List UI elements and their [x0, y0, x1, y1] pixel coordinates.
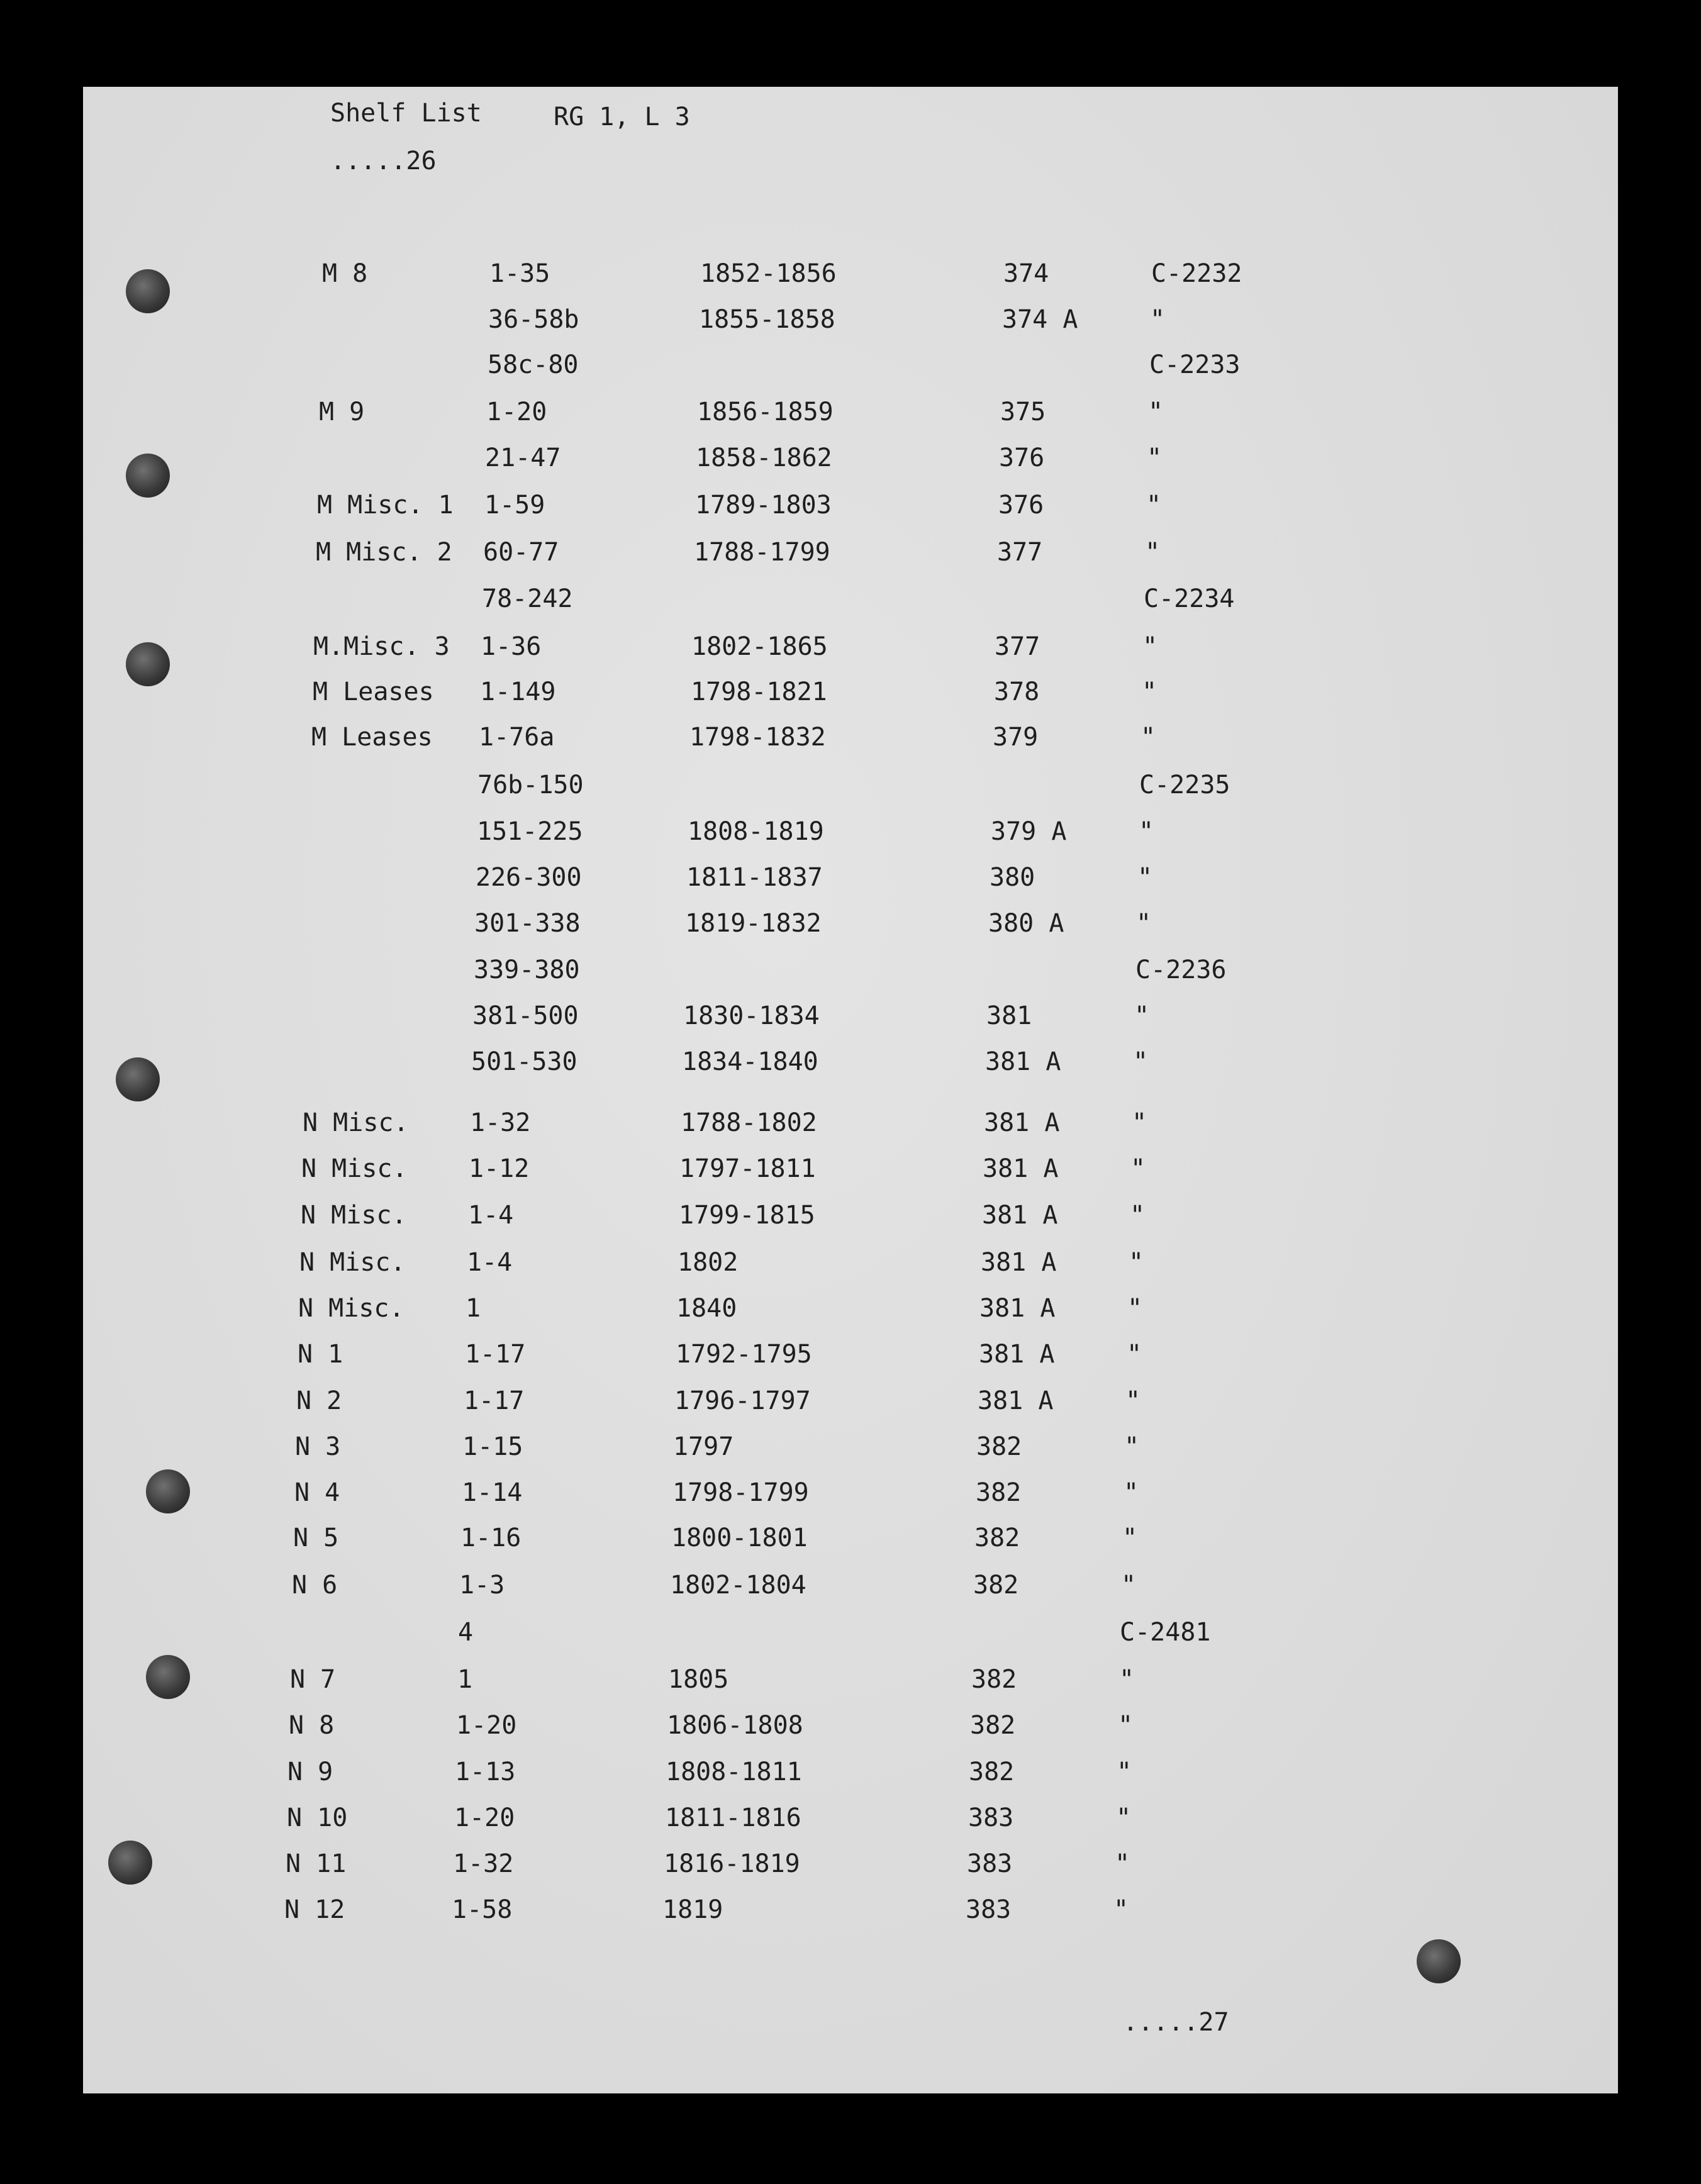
- reel-cell: C-2236: [1135, 956, 1227, 984]
- volume-cell: 379: [993, 723, 1039, 752]
- reel-cell: ": [1145, 538, 1161, 567]
- table-row: [0, 1525, 1701, 1563]
- series-cell: M Leases: [311, 723, 433, 752]
- table-row: [0, 261, 1701, 299]
- table-row: [0, 1296, 1701, 1334]
- reel-cell: ": [1137, 863, 1153, 892]
- volume-cell: 383: [967, 1849, 1013, 1878]
- record-group-reference: RG 1, L 3: [554, 103, 690, 131]
- dates-cell: 1811-1837: [686, 863, 823, 892]
- table-row: [0, 1156, 1701, 1194]
- dates-cell: 1811-1816: [665, 1803, 801, 1832]
- items-cell: 1-32: [453, 1849, 514, 1878]
- dates-cell: 1792-1795: [676, 1340, 812, 1369]
- series-cell: N 12: [284, 1895, 345, 1924]
- dates-cell: 1802-1865: [691, 632, 828, 661]
- table-row: [0, 634, 1701, 672]
- table-row: [0, 772, 1701, 810]
- table-row: [0, 1713, 1701, 1751]
- items-cell: 1-15: [462, 1432, 523, 1461]
- series-cell: N 3: [295, 1432, 341, 1461]
- table-row: [0, 1388, 1701, 1426]
- volume-cell: 381 A: [983, 1154, 1059, 1183]
- dates-cell: 1788-1802: [681, 1108, 817, 1137]
- items-cell: 58c-80: [488, 350, 579, 379]
- items-cell: 1-16: [460, 1524, 521, 1552]
- reel-cell: ": [1116, 1803, 1132, 1832]
- volume-cell: 382: [974, 1524, 1020, 1552]
- table-row: [0, 679, 1701, 717]
- dates-cell: 1806-1808: [667, 1711, 803, 1740]
- table-row: [0, 1434, 1701, 1472]
- items-cell: 1-17: [464, 1386, 525, 1415]
- items-cell: 301-338: [474, 909, 581, 938]
- series-cell: N Misc.: [303, 1108, 409, 1137]
- reel-cell: ": [1134, 1001, 1150, 1030]
- dates-cell: 1816-1819: [664, 1849, 800, 1878]
- items-cell: 226-300: [476, 863, 582, 892]
- items-cell: 1-4: [467, 1248, 513, 1277]
- reel-cell: ": [1129, 1248, 1144, 1277]
- volume-cell: 376: [999, 443, 1045, 472]
- dates-cell: 1800-1801: [671, 1524, 808, 1552]
- volume-cell: 381 A: [981, 1248, 1057, 1277]
- series-cell: N 4: [294, 1478, 340, 1507]
- dates-cell: 1805: [668, 1665, 729, 1694]
- reel-cell: ": [1142, 677, 1157, 706]
- reel-cell: ": [1150, 305, 1166, 334]
- items-cell: 1-4: [468, 1201, 514, 1230]
- series-cell: N 6: [292, 1571, 338, 1600]
- reel-cell: ": [1139, 817, 1154, 846]
- reel-cell: ": [1121, 1571, 1137, 1600]
- items-cell: 21-47: [485, 443, 561, 472]
- volume-cell: 378: [994, 677, 1040, 706]
- volume-cell: 381 A: [979, 1340, 1055, 1369]
- reel-cell: C-2235: [1139, 771, 1230, 800]
- series-cell: N 9: [287, 1758, 333, 1786]
- reel-cell: C-2233: [1149, 350, 1241, 379]
- table-row: [0, 1759, 1701, 1797]
- reel-cell: ": [1125, 1386, 1141, 1415]
- table-row: [0, 493, 1701, 530]
- next-page-marker: .....27: [1123, 2008, 1229, 2037]
- dates-cell: 1840: [676, 1294, 737, 1323]
- items-cell: 1-17: [465, 1340, 526, 1369]
- reel-cell: ": [1132, 1108, 1147, 1137]
- reel-cell: ": [1118, 1711, 1134, 1740]
- series-cell: N 1: [298, 1340, 343, 1369]
- volume-cell: 376: [998, 491, 1044, 520]
- items-cell: 1: [457, 1665, 473, 1694]
- table-row: [0, 1110, 1701, 1148]
- reel-cell: ": [1115, 1849, 1130, 1878]
- items-cell: 381-500: [472, 1001, 579, 1030]
- volume-cell: 381 A: [984, 1108, 1060, 1137]
- items-cell: 1-12: [469, 1154, 530, 1183]
- reel-cell: ": [1124, 1432, 1140, 1461]
- reel-cell: ": [1113, 1895, 1129, 1924]
- items-cell: 1-20: [486, 398, 547, 426]
- table-row: [0, 1805, 1701, 1843]
- reel-cell: ": [1124, 1478, 1139, 1507]
- dates-cell: 1796-1797: [674, 1386, 811, 1415]
- dates-cell: 1802: [678, 1248, 739, 1277]
- dates-cell: 1834-1840: [682, 1047, 818, 1076]
- volume-cell: 379 A: [991, 817, 1067, 846]
- volume-cell: 380: [990, 863, 1035, 892]
- dates-cell: 1797: [673, 1432, 734, 1461]
- series-cell: M Misc. 2: [316, 538, 452, 567]
- table-row: [0, 1851, 1701, 1889]
- reel-cell: C-2481: [1120, 1618, 1211, 1647]
- dates-cell: 1808-1811: [666, 1758, 802, 1786]
- table-row: [0, 911, 1701, 949]
- reel-cell: ": [1146, 491, 1162, 520]
- reel-cell: ": [1130, 1201, 1146, 1230]
- table-row: [0, 1250, 1701, 1288]
- reel-cell: ": [1127, 1294, 1143, 1323]
- series-cell: N 5: [293, 1524, 339, 1552]
- dates-cell: 1856-1859: [697, 398, 834, 426]
- items-cell: 1-76a: [479, 723, 555, 752]
- reel-cell: ": [1130, 1154, 1146, 1183]
- items-cell: 151-225: [477, 817, 583, 846]
- dates-cell: 1852-1856: [700, 259, 837, 288]
- dates-cell: 1858-1862: [696, 443, 832, 472]
- dates-cell: 1808-1819: [688, 817, 824, 846]
- dates-cell: 1802-1804: [670, 1571, 806, 1600]
- volume-cell: 381 A: [985, 1047, 1061, 1076]
- items-cell: 1: [466, 1294, 481, 1323]
- table-row: [0, 725, 1701, 762]
- volume-cell: 382: [976, 1432, 1022, 1461]
- table-row: [0, 819, 1701, 857]
- items-cell: 1-14: [462, 1478, 523, 1507]
- table-row: [0, 586, 1701, 624]
- volume-cell: 383: [966, 1895, 1012, 1924]
- items-cell: 1-36: [481, 632, 542, 661]
- volume-cell: 382: [970, 1711, 1016, 1740]
- previous-page-marker: .....26: [330, 147, 437, 176]
- volume-cell: 374: [1003, 259, 1049, 288]
- table-row: [0, 1342, 1701, 1379]
- table-row: [0, 1897, 1701, 1935]
- reel-cell: ": [1141, 723, 1156, 752]
- volume-cell: 382: [973, 1571, 1019, 1600]
- dates-cell: 1798-1799: [672, 1478, 809, 1507]
- dates-cell: 1855-1858: [699, 305, 835, 334]
- series-cell: N 10: [287, 1803, 348, 1832]
- series-cell: N 7: [290, 1665, 336, 1694]
- items-cell: 1-59: [484, 491, 545, 520]
- reel-cell: ": [1122, 1524, 1138, 1552]
- volume-cell: 377: [995, 632, 1040, 661]
- reel-cell: ": [1133, 1047, 1149, 1076]
- volume-cell: 381 A: [982, 1201, 1058, 1230]
- items-cell: 4: [458, 1618, 474, 1647]
- volume-cell: 380 A: [988, 909, 1064, 938]
- table-row: [0, 540, 1701, 577]
- items-cell: 76b-150: [477, 771, 584, 800]
- reel-cell: ": [1148, 398, 1164, 426]
- reel-cell: C-2234: [1144, 584, 1235, 613]
- series-cell: N 2: [296, 1386, 342, 1415]
- series-cell: N Misc.: [299, 1248, 406, 1277]
- items-cell: 339-380: [474, 956, 580, 984]
- items-cell: 1-20: [454, 1803, 515, 1832]
- table-row: [0, 1620, 1701, 1658]
- volume-cell: 383: [968, 1803, 1014, 1832]
- series-cell: M 9: [319, 398, 365, 426]
- series-cell: N Misc.: [298, 1294, 404, 1323]
- table-row: [0, 1667, 1701, 1705]
- items-cell: 60-77: [483, 538, 559, 567]
- items-cell: 1-20: [456, 1711, 517, 1740]
- volume-cell: 382: [969, 1758, 1015, 1786]
- reel-cell: ": [1142, 632, 1158, 661]
- table-row: [0, 352, 1701, 390]
- items-cell: 1-32: [470, 1108, 531, 1137]
- volume-cell: 382: [976, 1478, 1022, 1507]
- items-cell: 1-3: [459, 1571, 505, 1600]
- table-row: [0, 865, 1701, 903]
- dates-cell: 1819: [662, 1895, 723, 1924]
- series-cell: N 8: [289, 1711, 335, 1740]
- series-cell: N 11: [286, 1849, 347, 1878]
- table-row: [0, 1049, 1701, 1087]
- dates-cell: 1830-1834: [683, 1001, 820, 1030]
- volume-cell: 377: [997, 538, 1043, 567]
- series-cell: N Misc.: [301, 1201, 407, 1230]
- table-row: [0, 1480, 1701, 1518]
- volume-cell: 375: [1000, 398, 1046, 426]
- items-cell: 1-58: [452, 1895, 513, 1924]
- volume-cell: 382: [971, 1665, 1017, 1694]
- items-cell: 501-530: [471, 1047, 577, 1076]
- table-row: [0, 957, 1701, 995]
- table-row: [0, 1573, 1701, 1610]
- items-cell: 1-149: [480, 677, 556, 706]
- items-cell: 78-242: [482, 584, 573, 613]
- reel-cell: ": [1136, 909, 1152, 938]
- reel-cell: ": [1117, 1758, 1132, 1786]
- table-row: [0, 399, 1701, 437]
- reel-cell: ": [1147, 443, 1163, 472]
- reel-cell: C-2232: [1151, 259, 1242, 288]
- table-row: [0, 445, 1701, 483]
- volume-cell: 381 A: [979, 1294, 1056, 1323]
- dates-cell: 1799-1815: [679, 1201, 815, 1230]
- table-row: [0, 1003, 1701, 1041]
- series-cell: M Misc. 1: [317, 491, 454, 520]
- volume-cell: 381 A: [978, 1386, 1054, 1415]
- dates-cell: 1798-1821: [691, 677, 827, 706]
- page-title: Shelf List: [330, 99, 482, 128]
- table-row: [0, 307, 1701, 345]
- volume-cell: 381: [986, 1001, 1032, 1030]
- volume-cell: 374 A: [1002, 305, 1078, 334]
- series-cell: N Misc.: [301, 1154, 408, 1183]
- series-cell: M.Misc. 3: [313, 632, 450, 661]
- items-cell: 1-13: [455, 1758, 516, 1786]
- dates-cell: 1819-1832: [685, 909, 822, 938]
- table-row: [0, 1203, 1701, 1240]
- dates-cell: 1798-1832: [689, 723, 826, 752]
- reel-cell: ": [1119, 1665, 1135, 1694]
- series-cell: M Leases: [313, 677, 434, 706]
- items-cell: 1-35: [489, 259, 550, 288]
- dates-cell: 1789-1803: [695, 491, 832, 520]
- reel-cell: ": [1127, 1340, 1142, 1369]
- dates-cell: 1797-1811: [679, 1154, 816, 1183]
- series-cell: M 8: [322, 259, 368, 288]
- items-cell: 36-58b: [488, 305, 579, 334]
- dates-cell: 1788-1799: [694, 538, 830, 567]
